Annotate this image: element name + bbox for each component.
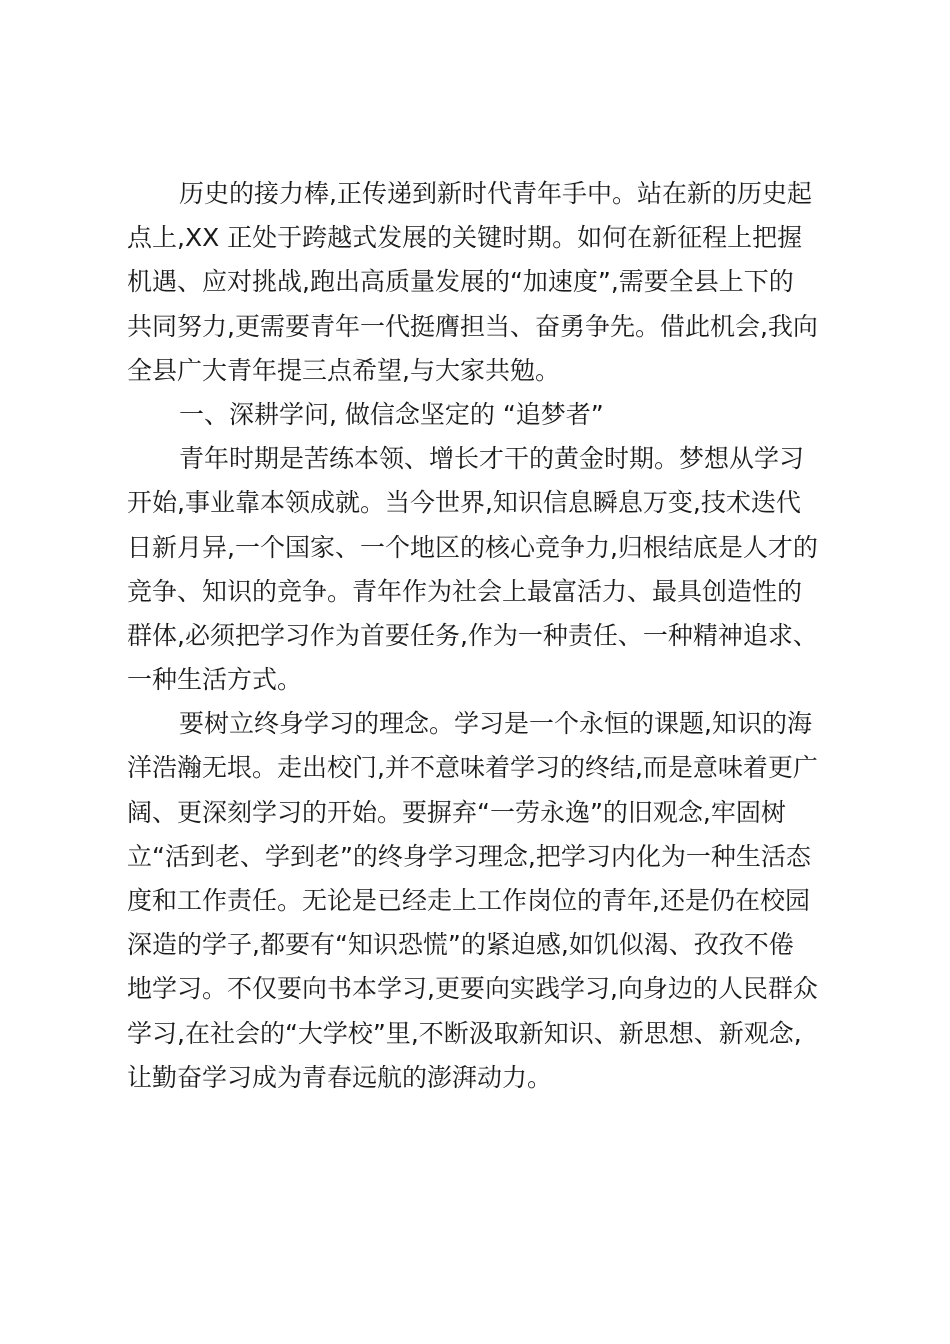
- paragraph-lifelong-learning: [127, 702, 837, 1100]
- paragraph-youth-period: [127, 437, 837, 702]
- paragraph-intro: [127, 172, 837, 393]
- text-line: 学习,在社会的“大学校”里,不断汲取新知识、新思想、新观念,: [127, 1018, 802, 1048]
- text-line: 让勤奋学习成为青春远航的澎湃动力。: [127, 1062, 553, 1092]
- text-line: 度和工作责任。无论是已经走上工作岗位的青年,还是仍在校园: [127, 886, 810, 915]
- text-line: 全县广大青年提三点希望,与大家共勉。: [127, 355, 560, 385]
- text-line: 青年时期是苦练本领、增长才干的黄金时期。梦想从学习: [179, 444, 805, 474]
- text-line: 阔、更深刻学习的开始。要摒弃“一劳永逸”的旧观念,牢固树: [127, 797, 786, 827]
- document-body: [127, 172, 837, 1100]
- section-heading: [127, 393, 837, 437]
- text-line: 群体,必须把学习作为首要任务,作为一种责任、一种精神追求、: [127, 620, 818, 650]
- text-line: 深造的学子,都要有“知识恐慌”的紧迫感,如饥似渴、孜孜不倦: [127, 930, 794, 960]
- text-line: 地学习。不仅要向书本学习,更要向实践学习,向身边的人民群众: [127, 974, 818, 1004]
- text-line: 共同努力,更需要青年一代挺膺担当、奋勇争先。借此机会,我向: [127, 311, 818, 341]
- text-line: 点上,XX 正处于跨越式发展的关键时期。如何在新征程上把握: [127, 223, 803, 253]
- text-line: 一种生活方式。: [127, 665, 303, 695]
- text-line: 立“活到老、学到老”的终身学习理念,把学习内化为一种生活态: [127, 841, 811, 871]
- text-line: 开始,事业靠本领成就。当今世界,知识信息瞬息万变,技术迭代: [127, 488, 801, 518]
- text-line: 竞争、知识的竞争。青年作为社会上最富活力、最具创造性的: [127, 576, 803, 606]
- heading-line: 一、深耕学问, 做信念坚定的 “追梦者”: [179, 399, 604, 429]
- text-line: 日新月异,一个国家、一个地区的核心竞争力,归根结底是人才的: [127, 532, 818, 562]
- text-line: 机遇、应对挑战,跑出高质量发展的“加速度”,需要全县上下的: [127, 267, 794, 297]
- text-line: 要树立终身学习的理念。学习是一个永恒的课题,知识的海: [179, 709, 812, 739]
- text-line: 历史的接力棒,正传递到新时代青年手中。站在新的历史起: [179, 179, 812, 208]
- text-line: 洋浩瀚无垠。走出校门,并不意味着学习的终结,而是意味着更广: [127, 753, 818, 783]
